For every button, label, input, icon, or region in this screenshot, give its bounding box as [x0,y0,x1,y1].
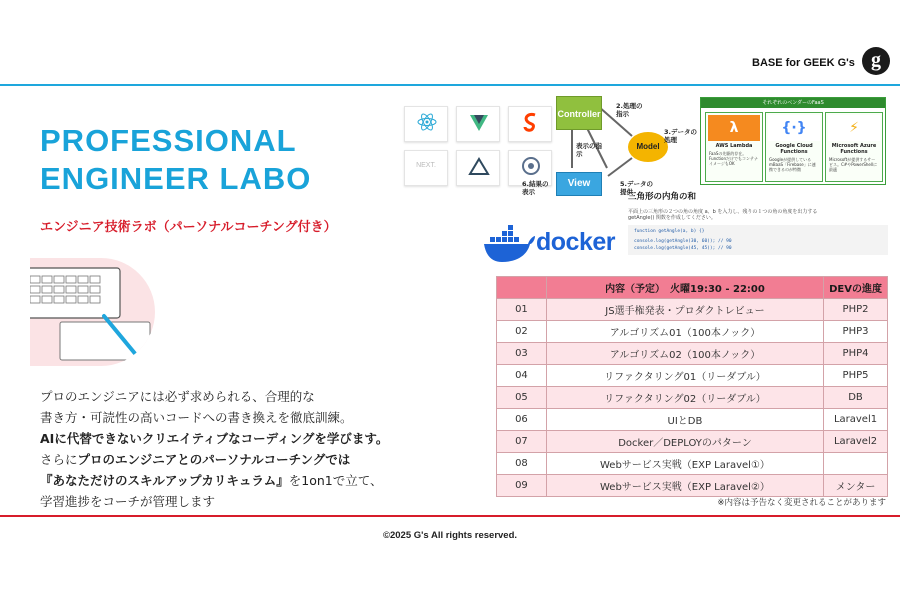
row-number: 08 [497,453,547,475]
label-data-processing: 3.データの処理 [664,128,697,144]
row-content: JS選手権発表・プロダクトレビュー [546,299,823,321]
table-header-row [497,277,888,299]
docker-wordmark: docker [536,228,615,256]
code-exercise [628,190,888,264]
table-row [497,365,888,387]
header-progress: DEVの進度 [824,277,888,299]
page-title [40,122,311,198]
table-row [497,475,888,497]
page-subtitle: エンジニア技術ラボ（パーソナルコーチング付き） [40,220,337,235]
lambda-icon: λ [708,115,760,141]
row-progress: DB [824,387,888,409]
code-block: function getAngle(a, b) {} console.log(getAngle(30, 60)); // 90 console.log(getAngle(45, 45)); // 90 [628,225,888,255]
title-line-2: ENGINEER LABO [40,161,312,196]
azure-functions-icon: ⚡ [828,115,880,141]
controller-box: Controller [556,96,602,130]
mvc-diagram [522,88,702,200]
brand-name: BASE for GEEK G's [752,57,855,69]
row-progress: メンター [824,475,888,497]
row-content: UIとDB [546,409,823,431]
exercise-description: 平面上の三角形の２つの角の角度 a、b を入力し、残りの１つの角の角度を出力する getAngle() 関数を作成してください。 [628,209,818,221]
svelte-logo-card [508,106,552,142]
row-content: アルゴリズム02（100本ノック） [546,343,823,365]
row-number: 07 [497,431,547,453]
row-content: リファクタリング01（リーダブル） [546,365,823,387]
row-number: 09 [497,475,547,497]
description-line: 書き方・可読性の高いコードへの書き換えを徹底訓練。 [40,410,353,425]
description [40,386,480,512]
row-content: リファクタリング02（リーダブル） [546,387,823,409]
table-row [497,343,888,365]
docker-whale-icon [480,222,536,266]
view-box: View [556,172,602,196]
laptop-illustration [30,258,155,366]
row-progress: Laravel2 [824,431,888,453]
cloud-functions-icon: {·} [768,115,820,141]
header-number [497,277,547,299]
row-progress: PHP2 [824,299,888,321]
row-number: 03 [497,343,547,365]
row-content: Webサービス実戦（EXP Laravel②） [546,475,823,497]
aws-lambda-card: λ AWS Lambda FaaSの先駆的存在。FunctionだけでもコンテナイメージもOK [705,112,763,182]
table-row [497,299,888,321]
serverless-heading: それぞれのベンダーのFaaS [701,98,885,108]
row-content: Docker／DEPLOYのパターン [546,431,823,453]
table-row [497,409,888,431]
row-number: 05 [497,387,547,409]
framework-logo-grid [402,106,552,186]
table-row [497,321,888,343]
row-progress: PHP3 [824,321,888,343]
row-content: アルゴリズム01（100本ノック） [546,321,823,343]
description-line: プロのエンジニアには必ず求められる、合理的な [40,389,315,404]
description-line: 学習進捗をコーチが管理します [40,494,216,509]
docker-logo [480,222,632,266]
title-line-1: PROFESSIONAL [40,123,297,158]
row-progress: Laravel1 [824,409,888,431]
nextjs-logo-card: NEXT. [404,150,448,186]
row-progress: PHP4 [824,343,888,365]
row-progress: PHP5 [824,365,888,387]
react-logo-card [404,106,448,142]
row-progress [824,453,888,475]
description-line: AIに代替できないクリエイティブなコーディングを学びます。 [40,431,389,446]
label-display-instruction: 表示の指示 [576,142,602,158]
table-row [497,387,888,409]
row-content: Webサービス実戦（EXP Laravel①） [546,453,823,475]
exercise-title: 三角形の内角の和 [628,192,697,202]
label-data-provide: 5.データの提供 [620,180,653,196]
row-number: 04 [497,365,547,387]
azure-functions-card: ⚡ Microsoft Azure Functions Microsoftが提供するサービス。C#やPowerShellに最適 [825,112,883,182]
row-number: 02 [497,321,547,343]
table-row [497,453,888,475]
label-result-display: 6.結果の表示 [522,180,549,196]
header-content: 内容（予定） 火曜19:30 - 22:00 [546,277,823,299]
description-line: さらにプロのエンジニアとのパーソナルコーチングでは [40,452,351,467]
google-functions-card: {·} Google Cloud Functions Googleが提供しているmBaaS「Firebase」に連携できるのが特徴 [765,112,823,182]
model-gear: Model [628,132,668,162]
curriculum-table [496,276,888,497]
nuxt-logo-card [456,150,500,186]
bottom-divider [0,515,900,517]
gs-logo-icon: g [862,47,890,75]
vue-logo-card [456,106,500,142]
description-line: 『あなただけのスキルアップカリキュラム』を1on1で立て、 [40,473,383,488]
schedule-note: ※内容は予告なく変更されることがあります [717,498,886,508]
serverless-comparison [700,97,886,185]
label-process-instruction: 2.処理の指示 [616,102,643,118]
table-row [497,431,888,453]
row-number: 06 [497,409,547,431]
copyright: ©2025 G's All rights reserved. [382,530,518,541]
top-divider [0,84,900,86]
row-number: 01 [497,299,547,321]
